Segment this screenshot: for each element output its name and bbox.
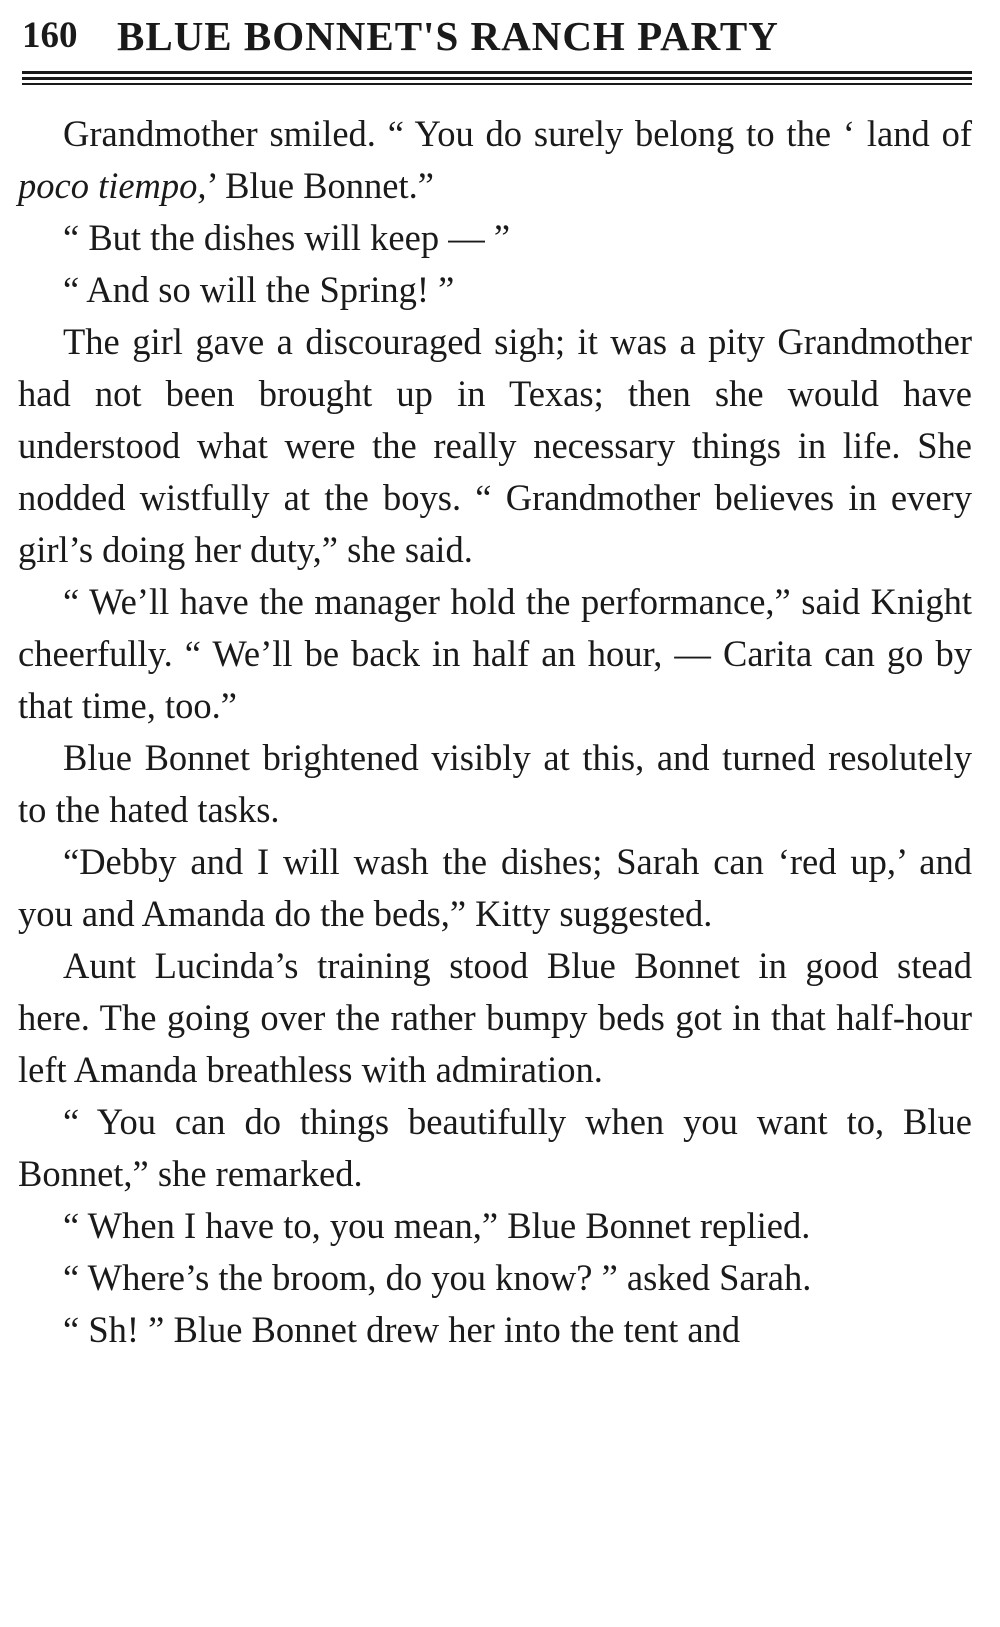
paragraph-9: “ You can do things beautifully when you want to, Blue Bonnet,” she remarked. <box>18 1101 972 1194</box>
header-rule-bottom <box>22 83 972 85</box>
paragraph-1-text-end: ’ Blue Bonnet.” <box>206 165 434 206</box>
body-text <box>18 108 972 1356</box>
header-rule-middle <box>22 77 972 80</box>
paragraph-11: “ Where’s the broom, do you know? ” asked Sarah. <box>63 1257 812 1298</box>
paragraph-6: Blue Bonnet brightened visibly at this, and turned resolutely to the hated tasks. <box>18 737 972 830</box>
paragraph-2: “ But the dishes will keep — ” <box>63 217 511 258</box>
paragraph-4: The girl gave a discouraged sigh; it was a pity Grandmother had not been brought up in Texas; then she would have understood what were the really necessary things in life. She nodded wistfully at the boys. “ Grandmother believes in every girl’s doing her duty,” she said. <box>18 321 972 570</box>
page-header <box>22 4 972 70</box>
paragraph-5: “ We’ll have the manager hold the performance,” said Knight cheerfully. “ We’ll be back in half an hour, — Carita can go by that time, too.” <box>18 581 972 726</box>
paragraph-12: “ Sh! ” Blue Bonnet drew her into the tent and <box>63 1309 741 1350</box>
italic-phrase: poco tiempo, <box>18 165 207 206</box>
paragraph-8: Aunt Lucinda’s training stood Blue Bonnet in good stead here. The going over the rather bumpy beds got in that half-hour left Amanda breathless with admiration. <box>18 945 972 1090</box>
paragraph-10: “ When I have to, you mean,” Blue Bonnet replied. <box>63 1205 811 1246</box>
paragraph-7: “Debby and I will wash the dishes; Sarah can ‘red up,’ and you and Amanda do the beds,” Kitty suggested. <box>18 841 972 934</box>
running-title: BLUE BONNET'S RANCH PARTY <box>117 13 779 59</box>
paragraph-3: “ And so will the Spring! ” <box>63 269 455 310</box>
header-rule-top <box>22 71 972 74</box>
page-number: 160 <box>22 15 78 56</box>
paragraph-1 <box>18 108 972 212</box>
paragraph-1-text: Grandmother smiled. “ You do surely belong to the ‘ land of <box>63 113 972 154</box>
